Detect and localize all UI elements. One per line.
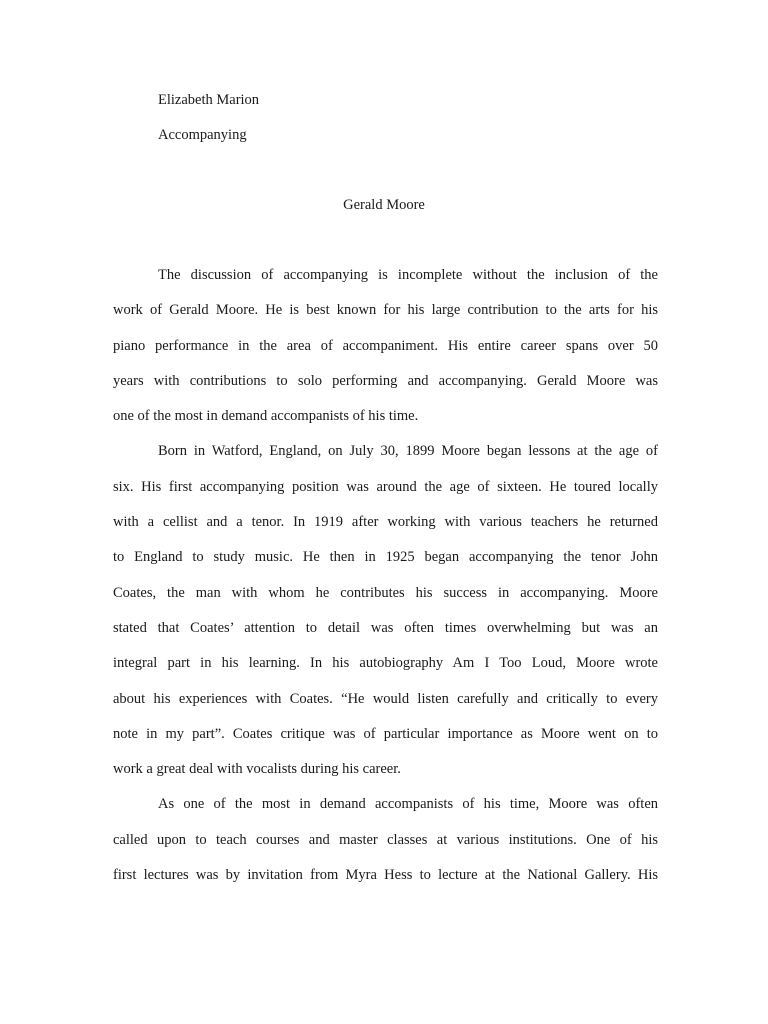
body-line: piano performance in the area of accompaniment. His entire career spans over 50 xyxy=(113,337,658,354)
body-line: note in my part”. Coates critique was of particular importance as Moore went on to xyxy=(113,725,658,742)
body-line: stated that Coates’ attention to detail was often times overwhelming but was an xyxy=(113,619,658,636)
body-line: The discussion of accompanying is incomplete without the inclusion of the xyxy=(158,267,658,283)
document-title: Gerald Moore xyxy=(343,197,425,213)
body-line: integral part in his learning. In his autobiography Am I Too Loud, Moore wrote xyxy=(113,655,658,672)
document-body xyxy=(113,258,658,893)
body-line: first lectures was by invitation from Myra Hess to lecture at the National Gallery. His xyxy=(113,867,658,884)
body-line: work of Gerald Moore. He is best known for his large contribution to the arts for his xyxy=(113,302,658,319)
body-line: about his experiences with Coates. “He would listen carefully and critically to every xyxy=(113,690,658,707)
body-line: one of the most in demand accompanists of his time. xyxy=(113,408,419,425)
course-name: Accompanying xyxy=(158,127,247,143)
body-line: Born in Watford, England, on July 30, 1899 Moore began lessons at the age of xyxy=(158,443,658,460)
body-line: called upon to teach courses and master classes at various institutions. One of his xyxy=(113,831,658,848)
body-line: years with contributions to solo performing and accompanying. Gerald Moore was xyxy=(113,372,658,389)
body-line: six. His first accompanying position was around the age of sixteen. He toured locally xyxy=(113,478,658,495)
body-line: As one of the most in demand accompanists of his time, Moore was often xyxy=(158,796,658,813)
body-line: Coates, the man with whom he contributes his success in accompanying. Moore xyxy=(113,584,658,601)
body-line: work a great deal with vocalists during his career. xyxy=(113,761,401,778)
author-name: Elizabeth Marion xyxy=(158,92,260,108)
body-line: with a cellist and a tenor. In 1919 after working with various teachers he returned xyxy=(113,514,658,531)
body-line: to England to study music. He then in 1925 began accompanying the tenor John xyxy=(113,549,658,566)
